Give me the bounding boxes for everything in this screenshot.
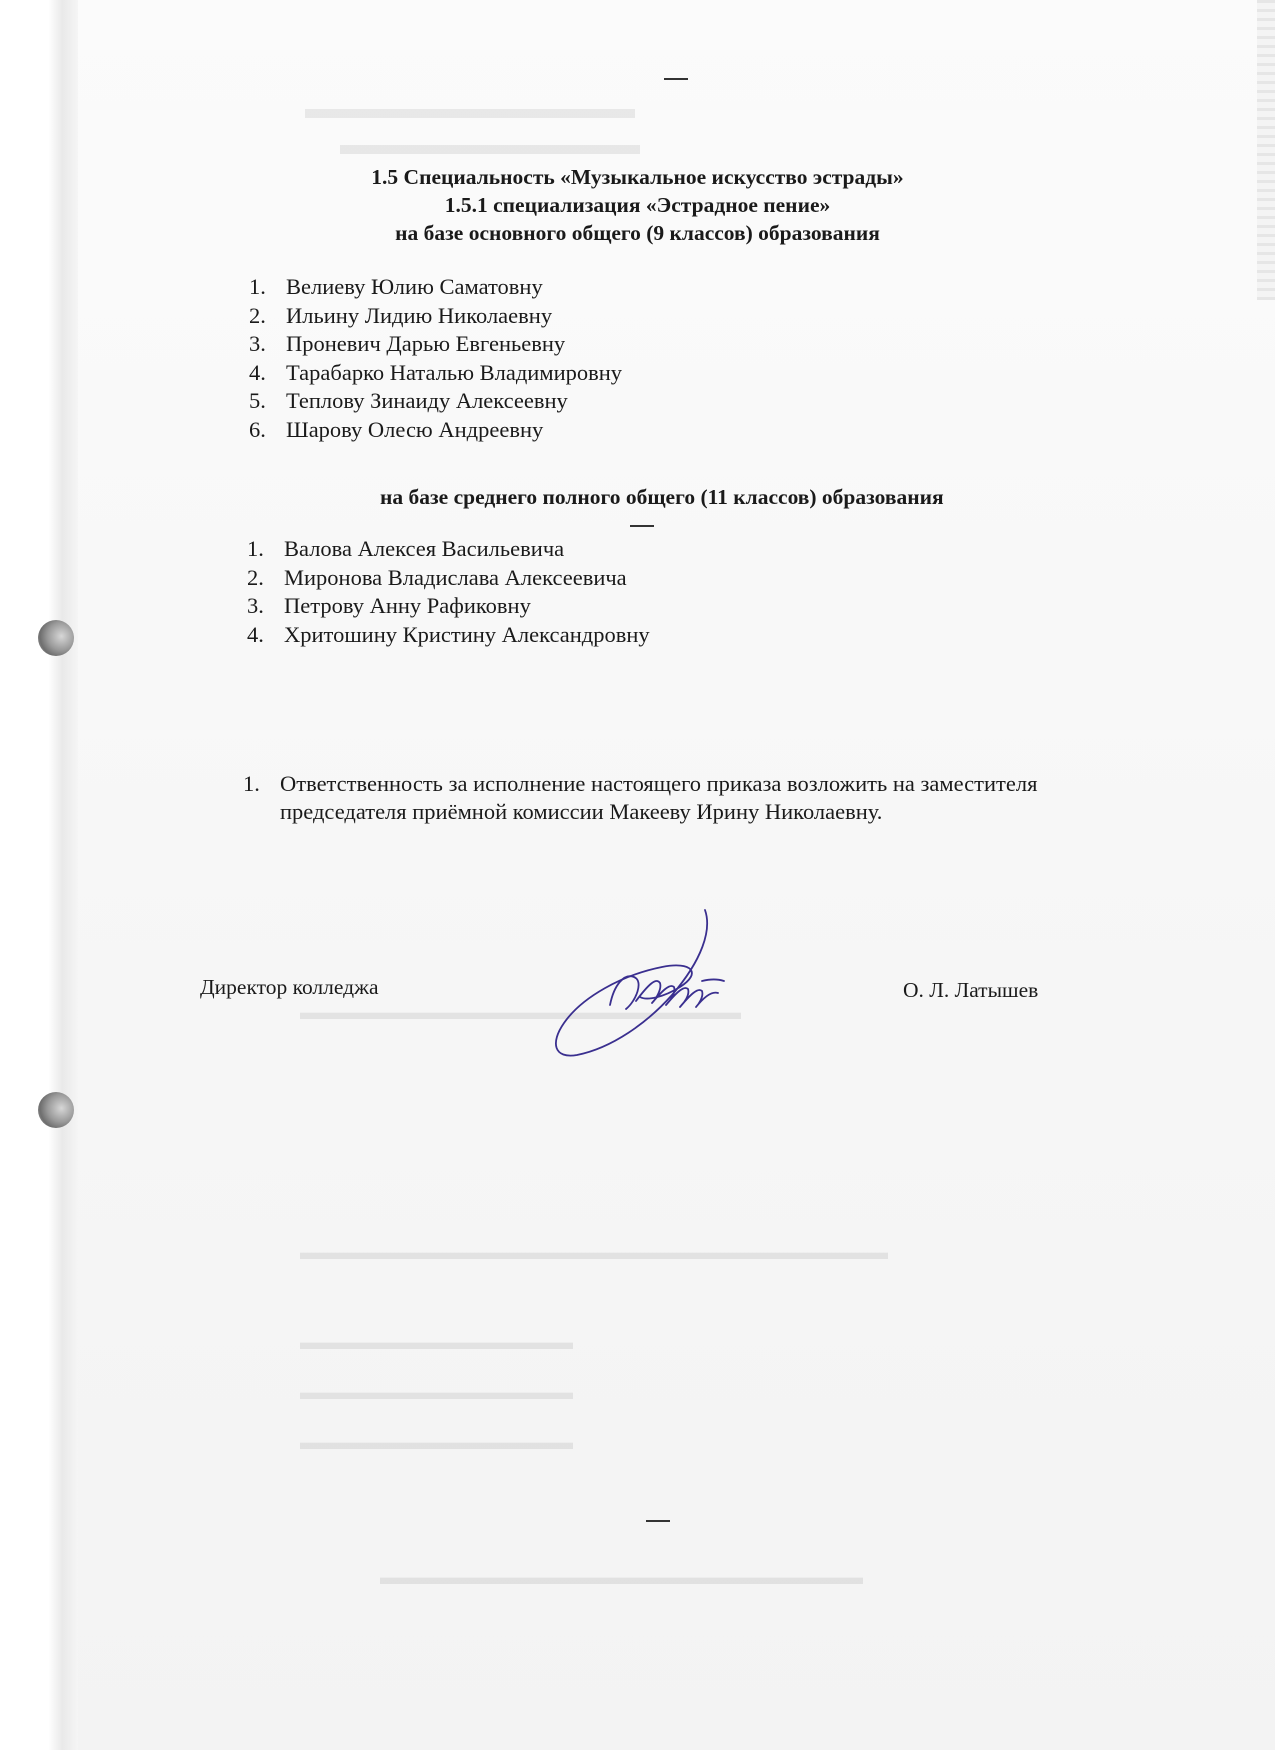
page-mark <box>664 78 688 80</box>
student-name: Валова Алексея Васильевича <box>284 536 565 561</box>
student-name: Ильину Лидию Николаевну <box>286 302 553 328</box>
list-item: 3. Проневич Дарью Евгеньевну <box>249 331 566 357</box>
punch-hole-icon <box>38 1092 74 1128</box>
basis-9-heading: на базе основного общего (9 классов) образования <box>395 221 880 245</box>
student-name: Петрову Анну Рафиковну <box>284 593 531 619</box>
specialty-heading: 1.5 Специальность «Музыкальное искусство эстрады» <box>371 165 904 189</box>
student-name: Тарабарко Наталью Владимировну <box>286 359 623 385</box>
student-list-11 <box>247 538 650 652</box>
responsibility-line-1: Ответственность за исполнение настоящего приказа возложить на заместителя <box>280 771 1038 796</box>
list-item: 1. Валова Алексея Васильевича <box>247 536 565 561</box>
signatory-name: О. Л. Латышев <box>903 978 1039 1002</box>
basis-11-heading: на базе среднего полного общего (11 классов) образования <box>380 485 944 509</box>
bleed-through-text: ▬▬▬▬▬▬▬▬▬▬▬▬▬▬▬▬▬▬▬▬▬▬▬▬▬▬▬▬ <box>300 1240 888 1264</box>
student-name: Теплову Зинаиду Алексеевну <box>286 388 568 414</box>
bleed-through-text: ▬▬▬▬▬▬▬▬▬▬▬▬▬ <box>300 1430 573 1454</box>
responsibility-line-2: председателя приёмной комиссии Макееву Ирину Николаевну. <box>280 799 883 824</box>
bleed-through-text: ▬▬▬▬▬▬▬▬▬▬▬▬▬ <box>300 1380 573 1404</box>
bleed-through-text: ▬▬▬▬▬▬▬▬▬▬ <box>340 128 640 161</box>
signatory-role: Директор колледжа <box>200 975 379 999</box>
list-item: 4. Тарабарко Наталью Владимировну <box>249 359 623 385</box>
specialization-heading: 1.5.1 специализация «Эстрадное пение» <box>444 193 831 217</box>
student-list-9 <box>249 276 622 448</box>
responsibility-clause: 1. Ответственность за исполнение настоящего приказа возложить на заместителя председателя приёмной комиссии Макееву Ирину Николаевну. <box>243 770 1143 826</box>
bleed-through-text: ▬▬▬▬▬▬▬▬▬▬▬▬▬ <box>300 1330 573 1354</box>
student-name: Велиеву Юлию Саматовну <box>286 274 543 299</box>
bleed-through-text: ▬▬▬▬▬▬▬▬▬▬▬▬▬▬▬▬▬▬▬▬▬▬▬ <box>380 1565 863 1589</box>
list-item: 6. Шарову Олесю Андреевну <box>249 416 544 442</box>
student-name: Миронова Владислава Алексеевича <box>284 564 627 590</box>
student-name: Проневич Дарью Евгеньевну <box>286 331 566 357</box>
paper-edge-perforation <box>1257 0 1275 300</box>
list-item: 3. Петрову Анну Рафиковну <box>247 593 531 619</box>
list-item: 4. Хритошину Кристину Александровну <box>247 621 650 647</box>
list-item: 2. Миронова Владислава Алексеевича <box>247 564 627 590</box>
list-item: 5. Теплову Зинаиду Алексеевну <box>249 388 568 414</box>
page-mark <box>630 525 654 527</box>
handwritten-signature-icon <box>552 905 752 1065</box>
student-name: Хритошину Кристину Александровну <box>284 621 650 647</box>
page-mark <box>646 1520 670 1522</box>
paper-edge-shadow <box>0 0 78 1750</box>
bleed-through-text: ▬▬▬▬▬▬▬▬▬▬▬▬▬▬▬▬▬▬▬▬▬ <box>300 1000 741 1024</box>
student-name: Шарову Олесю Андреевну <box>286 416 544 442</box>
list-item: 2. Ильину Лидию Николаевну <box>249 302 553 328</box>
punch-hole-icon <box>38 620 74 656</box>
bleed-through-text: ▬▬▬▬▬▬▬▬▬▬▬ <box>305 92 635 125</box>
list-item: 1. Велиеву Юлию Саматовну <box>249 274 543 299</box>
